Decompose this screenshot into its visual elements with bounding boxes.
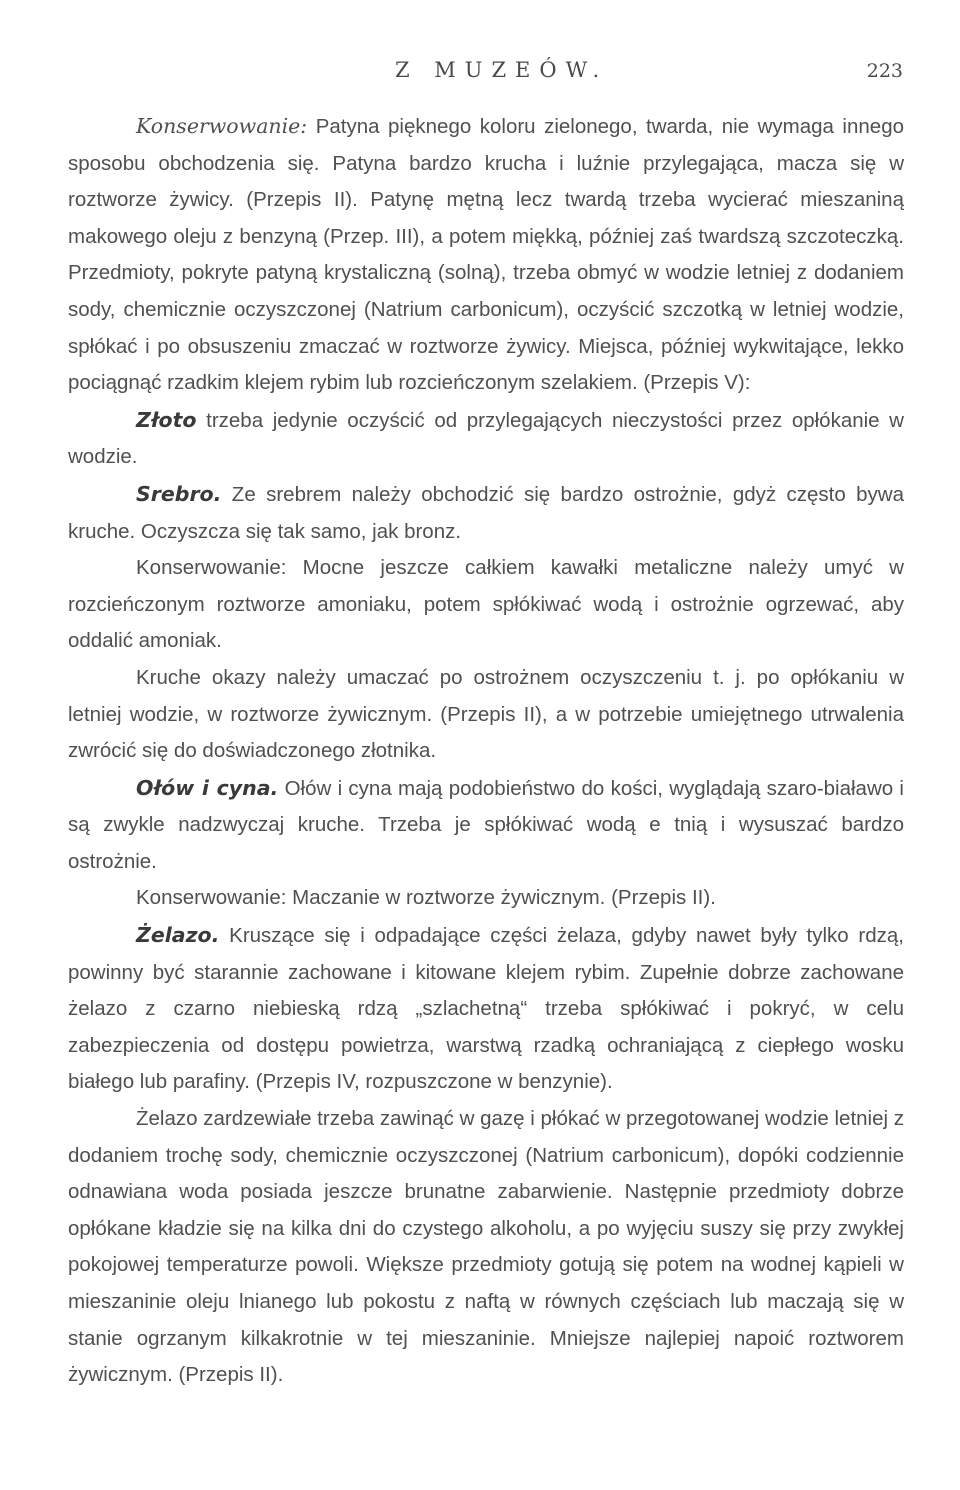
running-title: Z MUZEÓW. — [395, 58, 609, 82]
paragraph-kruche-okazy — [68, 660, 904, 770]
paragraph-text: Kruszące się i odpadające części żelaza, gdyby nawet były tylko rdzą, powinny być starannie zachowane i kitowane klejem rybim. Zupełnie dobrze zachowane żelazo z czarno niebieską rdzą „szlachetną“ trzeba spłókiwać i pokryć, w celu zabezpieczenia od dostępu powietrza, warstwą rzadką ochraniającą z ciepłego wosku białego lub parafiny. (Przepis IV, rozpuszczone w benzynie). — [68, 924, 904, 1094]
paragraph-konserwowanie-olow — [68, 880, 904, 917]
paragraph-lead: Ołów i cyna. — [136, 775, 279, 800]
paragraph-text: Ołów i cyna mają podobieństwo do kości, wyglądają szaro-białawo i są zwykle nadzwyczaj kruche. Trzeba je spłókiwać wodą e tnią i wysuszać bardzo ostrożnie. — [68, 776, 904, 873]
paragraph-lead: Złoto — [136, 407, 197, 432]
paragraph-text: Patyna pięknego koloru zielonego, twarda, nie wymaga innego sposobu obchodzenia się. Patyna bardzo krucha i luźnie przylegająca, macza się w roztworze żywicy. (Przepis II). Patynę mętną lecz twardą trzeba wycierać mieszaniną makowego oleju z benzyną (Przep. III), a potem miękką, później zaś twardszą szczoteczką. Przedmioty, pokryte patyną krystaliczną (solną), trzeba obmyć w wodzie letniej z dodaniem sody, chemicznie oczyszczonej (Natrium carbonicum), oczyścić szczotką w letniej wodzie, spłókać i po obsuszeniu zmaczać w roztworze żywicy. Miejsca, później wykwitające, lekko pociągnąć rzadkim klejem rybim lub rozcieńczonym szelakiem. (Przepis V): — [68, 115, 904, 395]
paragraph-text: Żelazo zardzewiałe trzeba zawinąć w gazę i płókać w przegotowanej wodzie letniej z dodaniem trochę sody, chemicznie oczyszczonej (Natrium carbonicum), dopóki codziennie odnawiana woda posiada jeszcze brunatne zabarwienie. Następnie przedmioty dobrze opłókane kładzie się na kilka dni do czystego alkoholu, a po wyjęciu suszy się przy zwykłej pokojowej temperaturze powoli. Większe przedmioty gotują się potem na wodnej kąpieli w mieszaninie oleju lnianego lub pokostu z naftą w równych częściach lub maczają się w stanie ogrzanym kilkakrotnie w tej mieszaninie. Mniejsze najlepiej napoić roztworem żywicznym. (Przepis II). — [68, 1107, 904, 1387]
paragraph-lead: Srebro. — [136, 481, 222, 506]
paragraph-text: trzeba jedynie oczyścić od przylegających nieczystości przez opłókanie w wodzie. — [68, 408, 904, 469]
paragraph-srebro — [68, 476, 904, 550]
paragraph-lead: Żelazo. — [136, 923, 220, 948]
paragraph-lead: Konserwowanie: — [136, 114, 308, 138]
paragraph-text: Konserwowanie: Maczanie w roztworze żywicznym. (Przepis II). — [136, 886, 716, 910]
paragraph-konserwowanie-srebro — [68, 550, 904, 660]
paragraph-konserwowanie-bronz — [68, 108, 904, 402]
body-text — [68, 108, 904, 1394]
page-header — [0, 58, 960, 98]
paragraph-zloto — [68, 402, 904, 476]
paragraph-text: Ze srebrem należy obchodzić się bardzo ostrożnie, gdyż często bywa kruche. Oczyszcza się tak samo, jak bronz. — [68, 482, 904, 543]
paragraph-zelazo — [68, 917, 904, 1101]
paragraph-zelazo-zardzewiale — [68, 1101, 904, 1394]
paragraph-text: Konserwowanie: Mocne jeszcze całkiem kawałki metaliczne należy umyć w rozcieńczonym roztworze amoniaku, potem spłókiwać wodą i ostrożnie ogrzewać, aby oddalić amoniak. — [68, 556, 904, 653]
page-number: 223 — [866, 60, 903, 82]
paragraph-text: Kruche okazy należy umaczać po ostrożnem oczyszczeniu t. j. po opłókaniu w letniej wodzie, w roztworze żywicznym. (Przepis II), a w potrzebie umiejętnego utrwalenia zwrócić się do doświadczonego złotnika. — [68, 665, 904, 763]
paragraph-olow-i-cyna — [68, 770, 904, 881]
